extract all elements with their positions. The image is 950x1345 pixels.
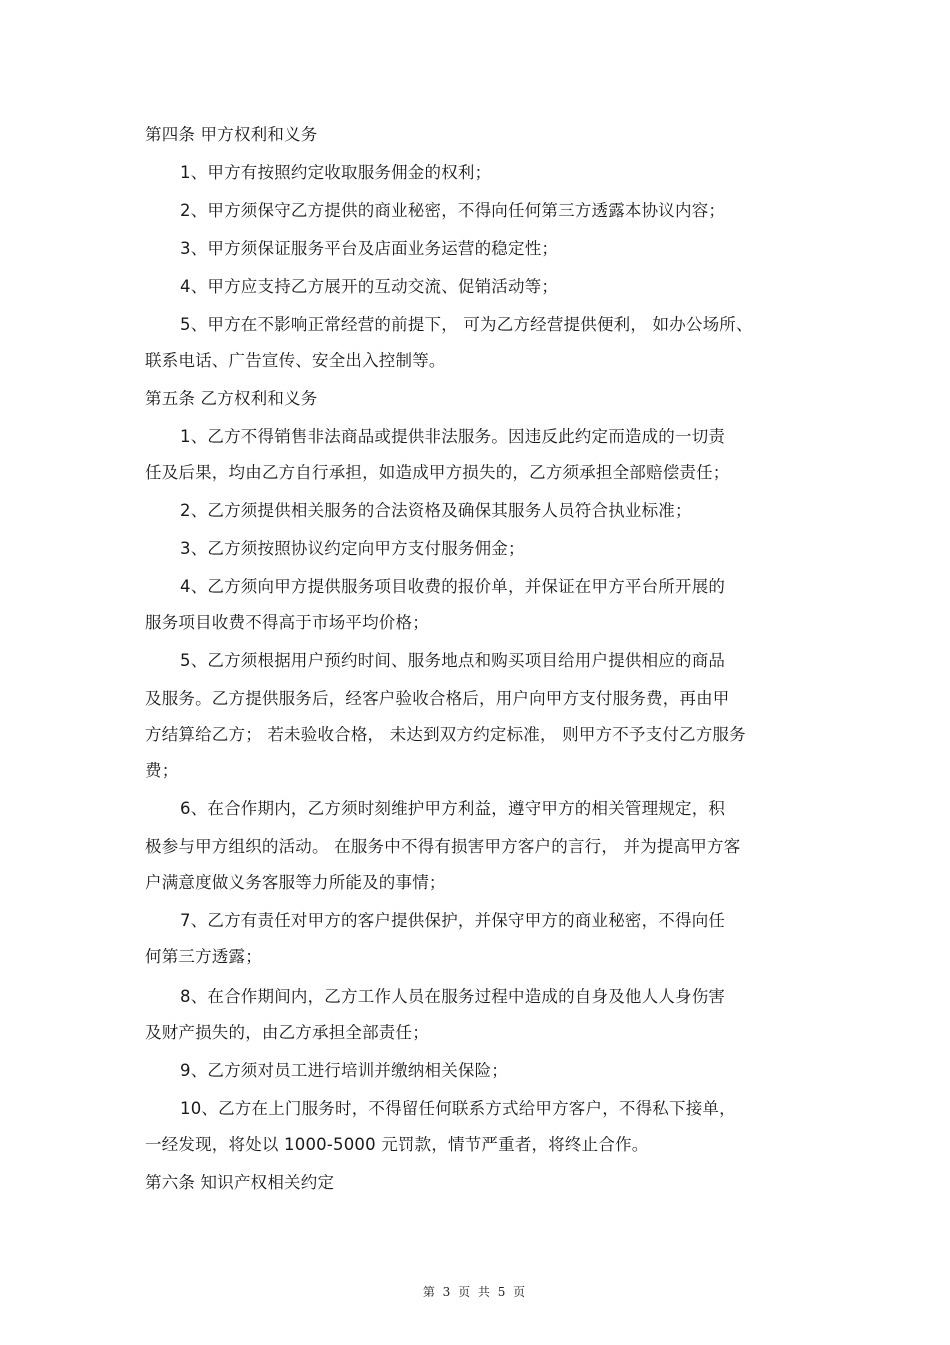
article-4-item-5-line-2: 联系电话、广告宣传、安全出入控制等。 — [145, 351, 446, 370]
article-5-item-9: 9、乙方须对员工进行培训并缴纳相关保险； — [180, 1061, 508, 1080]
article-5-item-3: 3、乙方须按照协议约定向甲方支付服务佣金； — [180, 539, 525, 558]
article-4-heading: 第四条 甲方权利和义务 — [145, 125, 318, 144]
article-5-item-1-line-1: 1、乙方不得销售非法商品或提供非法服务。因违反此约定而造成的一切责 — [180, 427, 726, 446]
article-5-item-10-line-1: 10、乙方在上门服务时，不得留任何联系方式给甲方客户，不得私下接单， — [180, 1099, 736, 1118]
article-5-item-2: 2、乙方须提供相关服务的合法资格及确保其服务人员符合执业标准； — [180, 501, 692, 520]
article-4-item-3: 3、甲方须保证服务平台及店面业务运营的稳定性； — [180, 239, 559, 258]
article-5-item-5-line-3: 方结算给乙方； 若未验收合格， 未达到双方约定标准， 则甲方不予支付乙方服务 — [145, 725, 746, 744]
article-5-item-6-line-3: 户满意度做义务客服等力所能及的事情； — [145, 873, 446, 892]
article-5-item-5-line-4: 费； — [145, 761, 179, 780]
article-5-item-7-line-2: 何第三方透露； — [145, 947, 262, 966]
article-4-item-4: 4、甲方应支持乙方展开的互动交流、促销活动等； — [180, 277, 559, 296]
article-5-item-4-line-1: 4、乙方须向甲方提供服务项目收费的报价单，并保证在甲方平台所开展的 — [180, 577, 726, 596]
article-5-item-1-line-2: 任及后果，均由乙方自行承担，如造成甲方损失的，乙方须承担全部赔偿责任； — [145, 463, 730, 482]
article-4-item-1: 1、甲方有按照约定收取服务佣金的权利； — [180, 163, 492, 182]
article-5-heading: 第五条 乙方权利和义务 — [145, 389, 318, 408]
article-6-heading: 第六条 知识产权相关约定 — [145, 1173, 335, 1192]
article-5-item-10-line-2: 一经发现，将处以 1000-5000 元罚款，情节严重者，将终止合作。 — [145, 1135, 649, 1154]
article-4-item-5-line-1: 5、甲方在不影响正常经营的前提下， 可为乙方经营提供便利， 如办公场所、 — [180, 315, 753, 334]
article-4-item-2: 2、甲方须保守乙方提供的商业秘密，不得向任何第三方透露本协议内容； — [180, 201, 726, 220]
article-5-item-5-line-2: 及服务。乙方提供服务后，经客户验收合格后，用户向甲方支付服务费，再由甲 — [145, 689, 730, 708]
article-5-item-7-line-1: 7、乙方有责任对甲方的客户提供保护，并保守甲方的商业秘密，不得向任 — [180, 911, 726, 930]
article-5-item-4-line-2: 服务项目收费不得高于市场平均价格； — [145, 613, 429, 632]
article-5-item-6-line-2: 极参与甲方组织的活动。 在服务中不得有损害甲方客户的言行， 并为提高甲方客 — [145, 837, 741, 856]
article-5-item-8-line-2: 及财产损失的，由乙方承担全部责任； — [145, 1023, 429, 1042]
article-5-item-6-line-1: 6、在合作期内，乙方须时刻维护甲方利益，遵守甲方的相关管理规定，积 — [180, 799, 726, 818]
page-number-footer: 第 3 页 共 5 页 — [422, 1285, 528, 1299]
article-5-item-5-line-1: 5、乙方须根据用户预约时间、服务地点和购买项目给用户提供相应的商品 — [180, 651, 726, 670]
article-5-item-8-line-1: 8、在合作期间内，乙方工作人员在服务过程中造成的自身及他人人身伤害 — [180, 987, 726, 1006]
